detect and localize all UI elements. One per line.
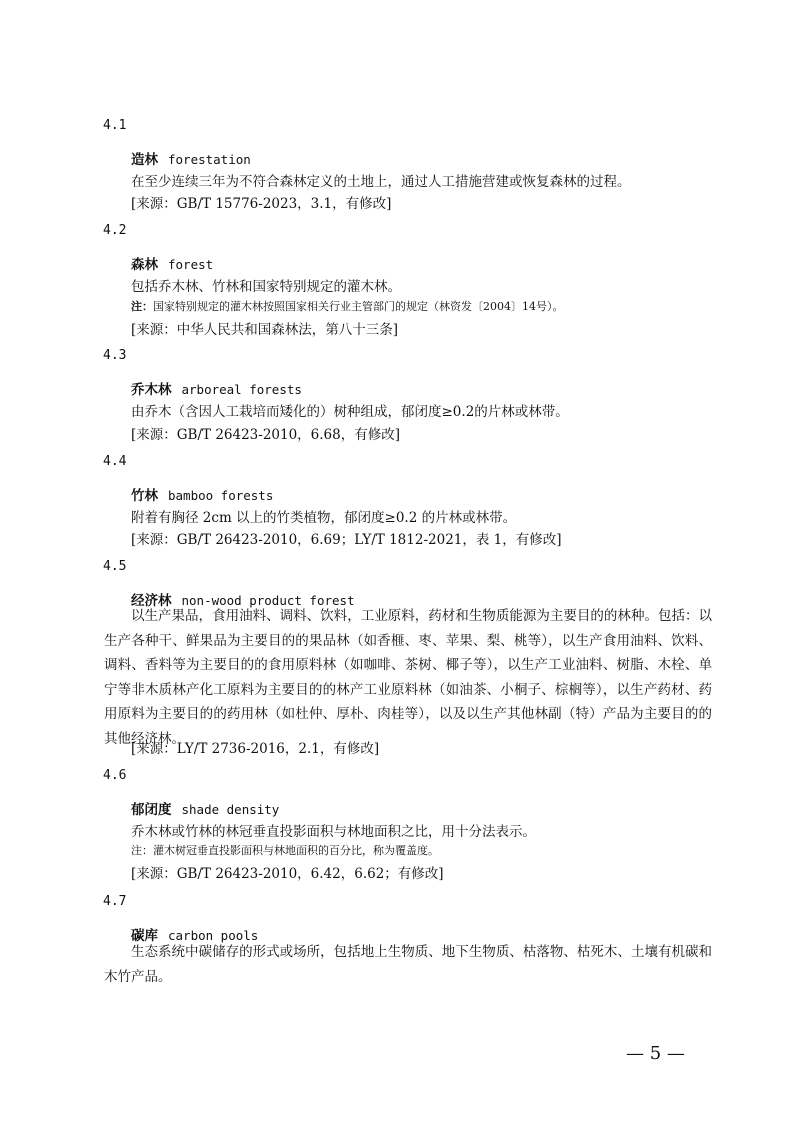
term-source: [来源：中华人民共和国森林法，第八十三条] [131,322,399,338]
term-english: forestation [168,152,251,167]
term-chinese: 造林 [131,152,158,168]
term-heading [131,798,279,818]
term-heading [131,378,302,398]
term-source: [来源：GB/T 26423-2010，6.68，有修改] [131,427,401,443]
term-english: forest [168,257,214,272]
term-source: [来源：GB/T 15776-2023，3.1，有修改] [131,196,392,212]
term-chinese: 碳库 [131,928,158,944]
term-definition: 在至少连续三年为不符合森林定义的土地上，通过人工措施营建或恢复森林的过程。 [131,174,631,190]
note-label: 注： [131,844,153,857]
term-chinese: 经济林 [131,593,172,609]
term-english: shade density [181,802,280,817]
term-chinese: 竹林 [131,488,158,504]
term-english: carbon pools [168,928,259,943]
term-source: [来源：GB/T 26423-2010，6.42，6.62；有修改] [131,866,444,882]
term-source: [来源：GB/T 26423-2010，6.69；LY/T 1812-2021，表 1，有修改] [131,532,562,548]
term-definition: 包括乔木林、竹林和国家特别规定的灌木林。 [131,279,401,295]
section-number: 4.4 [103,454,127,469]
section-number: 4.7 [103,894,127,909]
section-number: 4.2 [103,223,127,238]
term-definition: 生态系统中碳储存的形式或场所，包括地上生物质、地下生物质、枯落物、枯死木、土壤有机碳和木竹产品。 [104,944,712,985]
term-chinese: 郁闭度 [131,802,172,818]
note-label: 注： [131,300,153,313]
term-heading [131,253,213,273]
note-text: 灌木树冠垂直投影面积与林地面积的百分比，称为覆盖度。 [153,844,439,857]
section-number: 4.6 [103,768,127,783]
term-note [131,298,564,314]
term-note [131,842,439,858]
note-text: 国家特别规定的灌木林按照国家相关行业主管部门的规定（林资发〔2004〕14号）。 [153,300,564,313]
term-heading [131,484,273,504]
term-source: [来源：LY/T 2736-2016，2.1，有修改] [131,741,380,757]
term-definition: 乔木林或竹林的林冠垂直投影面积与林地面积之比，用十分法表示。 [131,824,536,840]
term-chinese: 乔木林 [131,382,172,398]
term-heading [131,148,251,168]
page-number: — 5 — [626,1043,685,1064]
section-number: 4.5 [103,559,127,574]
term-english: arboreal forests [181,382,302,397]
term-definition: 附着有胸径 2cm 以上的竹类植物，郁闭度≥0.2 的片林或林带。 [131,510,517,526]
section-number: 4.1 [103,118,127,133]
term-definition: 由乔木（含因人工栽培而矮化的）树种组成，郁闭度≥0.2的片林或林带。 [131,404,569,420]
section-number: 4.3 [103,348,127,363]
term-chinese: 森林 [131,257,158,273]
term-english: bamboo forests [168,488,274,503]
term-definition: 以生产果品，食用油料、调料、饮料，工业原料，药材和生物质能源为主要目的的林种。包括：以生产各种干、鲜果品为主要目的的果品林（如香榧、枣、苹果、梨、桃等），以生产食用油料、饮料、调料、香料等为主要目的的食用原料林（如咖啡、茶树、椰子等），以生产工业油料、树脂、木栓、单宁等非木质林产化工原料为主要目的的林产工业原料林（如油茶、小桐子、棕榈等），以生产药材、药用原料为主要目的的药用林（如杜仲、厚朴、肉桂等），以及以生产其他林副（特）产品为主要目的的其他经济林。 [104,608,712,747]
term-english: non-wood product forest [181,593,355,608]
